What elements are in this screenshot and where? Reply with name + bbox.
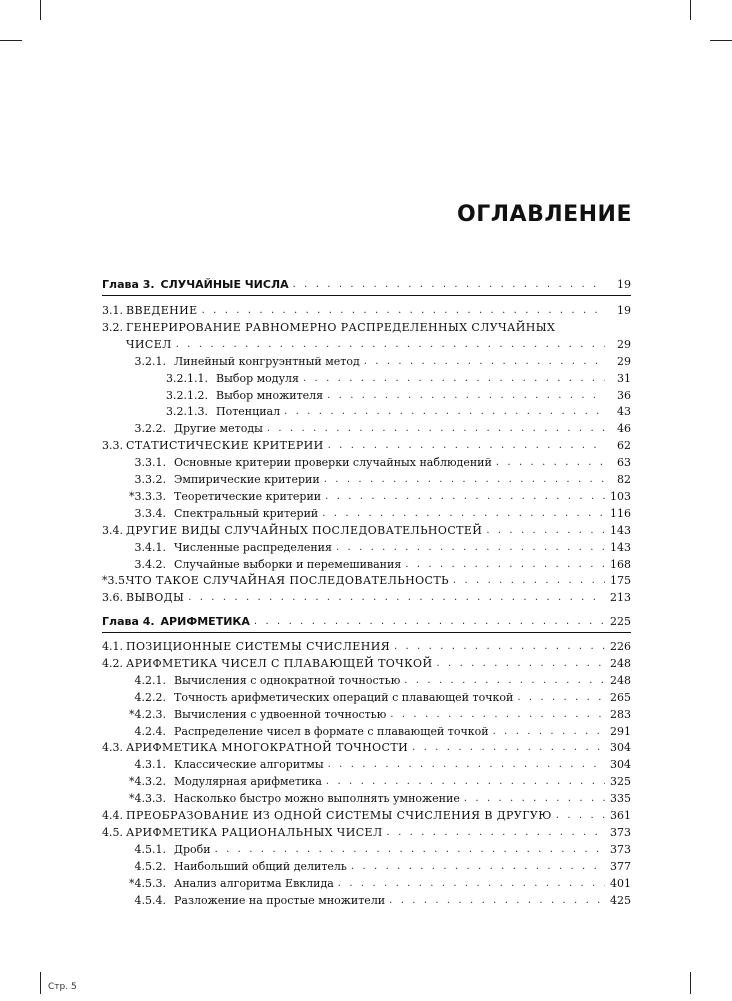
section-title: Теоретические критерии	[174, 489, 322, 503]
section-title: Модулярная арифметика	[174, 775, 322, 789]
dot-leader	[254, 612, 605, 631]
page-number: 82	[617, 473, 631, 486]
section-number: *4.3.2.	[129, 775, 166, 789]
page-number: 425	[610, 893, 631, 907]
chapter-label: Глава 3.	[102, 278, 155, 291]
section-number: 4.5.	[102, 825, 123, 839]
page-number: 116	[610, 506, 631, 520]
page-number: 325	[610, 775, 631, 789]
section-number: 4.2.1.	[134, 673, 166, 687]
section-title: Вычисления с удвоенной точностью	[174, 707, 387, 721]
page-number: 62	[617, 439, 631, 453]
section-title: Насколько быстро можно выполнять умножение	[174, 792, 460, 806]
page-number: 401	[610, 876, 631, 890]
chapter-rule	[102, 295, 631, 296]
section-number: 3.4.2.	[134, 557, 166, 571]
chapter-label: Глава 4.	[102, 615, 155, 628]
section-title: ВЫВОДЫ	[126, 591, 185, 605]
dot-leader	[188, 588, 605, 607]
section-number: 3.3.1.	[134, 456, 166, 470]
section-title: ЧТО ТАКОЕ СЛУЧАЙНАЯ ПОСЛЕДОВАТЕЛЬНОСТЬ	[126, 574, 449, 588]
section-title: ГЕНЕРИРОВАНИЕ РАВНОМЕРНО РАСПРЕДЕЛЕННЫХ СЛУЧАЙНЫХ	[126, 320, 556, 334]
page-number: 36	[617, 388, 631, 402]
page-number: 373	[610, 842, 631, 856]
section-number: 4.4.	[102, 809, 123, 822]
crop-mark-bottom-right	[690, 972, 691, 994]
section-number: 3.4.	[102, 523, 123, 537]
section-title: Другие методы	[174, 422, 263, 436]
section-number: 3.3.4.	[134, 506, 166, 520]
section-title: Точность арифметических операций с плавающей точкой	[174, 690, 514, 704]
section-title: Дроби	[174, 842, 211, 856]
section-number: *4.5.3.	[129, 876, 166, 890]
section-title: Вычисления с однократной точностью	[174, 673, 401, 687]
section-title: Спектральный критерий	[174, 506, 319, 520]
page-number: 304	[610, 758, 631, 772]
section-title: Наибольший общий делитель	[174, 859, 347, 873]
section-number: 3.3.2.	[134, 473, 166, 486]
section-number: *4.3.3.	[129, 792, 166, 806]
section-title: Случайные выборки и перемешивания	[174, 557, 402, 571]
section-title: Классические алгоритмы	[174, 758, 324, 772]
page-number: 248	[610, 673, 631, 687]
page-number: 168	[610, 557, 631, 571]
page-number: 225	[610, 615, 631, 628]
page-number: 29	[617, 337, 631, 351]
section-number: 4.5.1.	[134, 842, 166, 856]
section-number: 4.2.2.	[134, 690, 166, 704]
section-number: 3.2.1.1.	[166, 371, 208, 385]
page-number: 63	[617, 456, 631, 470]
page-number: 335	[610, 792, 631, 806]
page-number: 43	[617, 405, 631, 419]
chapter-title: АРИФМЕТИКА	[160, 615, 250, 628]
chapter-heading[interactable]	[102, 613, 631, 631]
page-number: 226	[610, 640, 631, 653]
section-title: Эмпирические критерии	[174, 473, 320, 486]
section-number: 3.2.1.	[134, 354, 166, 368]
section-title: Анализ алгоритма Евклида	[174, 876, 334, 890]
dot-leader	[389, 891, 605, 910]
dot-leader	[202, 301, 605, 320]
page-number: 19	[617, 304, 631, 317]
section-number: *4.2.3.	[129, 707, 166, 721]
section-number: 3.2.2.	[134, 422, 166, 436]
page-number: 19	[617, 278, 631, 291]
toc-entry[interactable]	[102, 790, 631, 808]
page-number: 46	[617, 422, 631, 436]
page-number: 265	[610, 690, 631, 704]
section-number: 4.1.	[102, 640, 123, 653]
section-title: Численные распределения	[174, 540, 332, 554]
page-number: 377	[610, 859, 631, 873]
toc-entry[interactable]	[102, 302, 631, 320]
section-number: 3.2.1.2.	[166, 388, 208, 402]
page-number: 248	[610, 656, 631, 670]
toc-entry[interactable]	[102, 892, 631, 910]
dot-leader	[293, 275, 605, 294]
section-number: 3.1.	[102, 304, 123, 317]
section-title: ДРУГИЕ ВИДЫ СЛУЧАЙНЫХ ПОСЛЕДОВАТЕЛЬНОСТЕЙ	[126, 523, 483, 537]
page-number: 361	[610, 809, 631, 822]
section-title: Основные критерии проверки случайных наблюдений	[174, 456, 492, 470]
section-number: 3.3.	[102, 439, 123, 453]
section-number: 4.3.1.	[134, 758, 166, 772]
section-title: ЧИСЕЛ	[126, 337, 172, 351]
section-title: Разложение на простые множители	[174, 893, 386, 907]
page-number: 29	[617, 354, 631, 368]
section-title: АРИФМЕТИКА МНОГОКРАТНОЙ ТОЧНОСТИ	[126, 741, 409, 755]
section-number: 4.2.4.	[134, 724, 166, 738]
section-title: ПРЕОБРАЗОВАНИЕ ИЗ ОДНОЙ СИСТЕМЫ СЧИСЛЕНИЯ В ДРУГУЮ	[126, 809, 552, 822]
section-number: 4.2.	[102, 656, 123, 670]
page-number: 175	[610, 574, 631, 588]
crop-mark-left-horizontal	[0, 40, 22, 41]
section-number: 3.6.	[102, 591, 123, 605]
page-number: 143	[610, 540, 631, 554]
section-number: 4.3.	[102, 741, 123, 755]
crop-mark-bottom-left	[40, 972, 41, 994]
section-title: АРИФМЕТИКА ЧИСЕЛ С ПЛАВАЮЩЕЙ ТОЧКОЙ	[126, 656, 433, 670]
page-number: 283	[610, 707, 631, 721]
section-title: Линейный конгруэнтный метод	[174, 354, 360, 368]
page-number: 103	[610, 489, 631, 503]
section-title: Распределение чисел в формате с плавающей точкой	[174, 724, 489, 738]
section-number: *3.3.3.	[129, 489, 166, 503]
chapter-rule	[102, 632, 631, 633]
page-title: ОГЛАВЛЕНИЕ	[457, 202, 632, 227]
crop-mark-right-horizontal	[710, 40, 732, 41]
page-footer: Стр. 5	[48, 982, 77, 992]
section-number: 3.2.1.3.	[166, 405, 208, 419]
toc-entry[interactable]	[102, 589, 631, 607]
page-number: 31	[617, 371, 631, 385]
page-number: 304	[610, 741, 631, 755]
page-number: 213	[610, 591, 631, 605]
crop-mark-top-left	[40, 0, 41, 20]
section-title: ПОЗИЦИОННЫЕ СИСТЕМЫ СЧИСЛЕНИЯ	[126, 640, 390, 653]
section-title: Выбор множителя	[216, 388, 324, 402]
section-number: *3.5.	[102, 574, 129, 588]
crop-mark-top-right	[690, 0, 691, 20]
page-number: 291	[610, 724, 631, 738]
section-title: ВВЕДЕНИЕ	[126, 304, 198, 317]
chapter-heading[interactable]	[102, 276, 631, 294]
section-title: СТАТИСТИЧЕСКИЕ КРИТЕРИИ	[126, 439, 324, 453]
section-number: 4.5.2.	[134, 859, 166, 873]
section-number: 3.4.1.	[134, 540, 166, 554]
section-number: 4.5.4.	[134, 893, 166, 907]
page-number: 373	[610, 825, 631, 839]
section-number: 3.2.	[102, 320, 123, 334]
section-title: АРИФМЕТИКА РАЦИОНАЛЬНЫХ ЧИСЕЛ	[126, 825, 383, 839]
section-title: Потенциал	[216, 405, 281, 419]
page-number: 143	[610, 523, 631, 537]
section-title: Выбор модуля	[216, 371, 299, 385]
chapter-title: СЛУЧАЙНЫЕ ЧИСЛА	[160, 278, 289, 291]
